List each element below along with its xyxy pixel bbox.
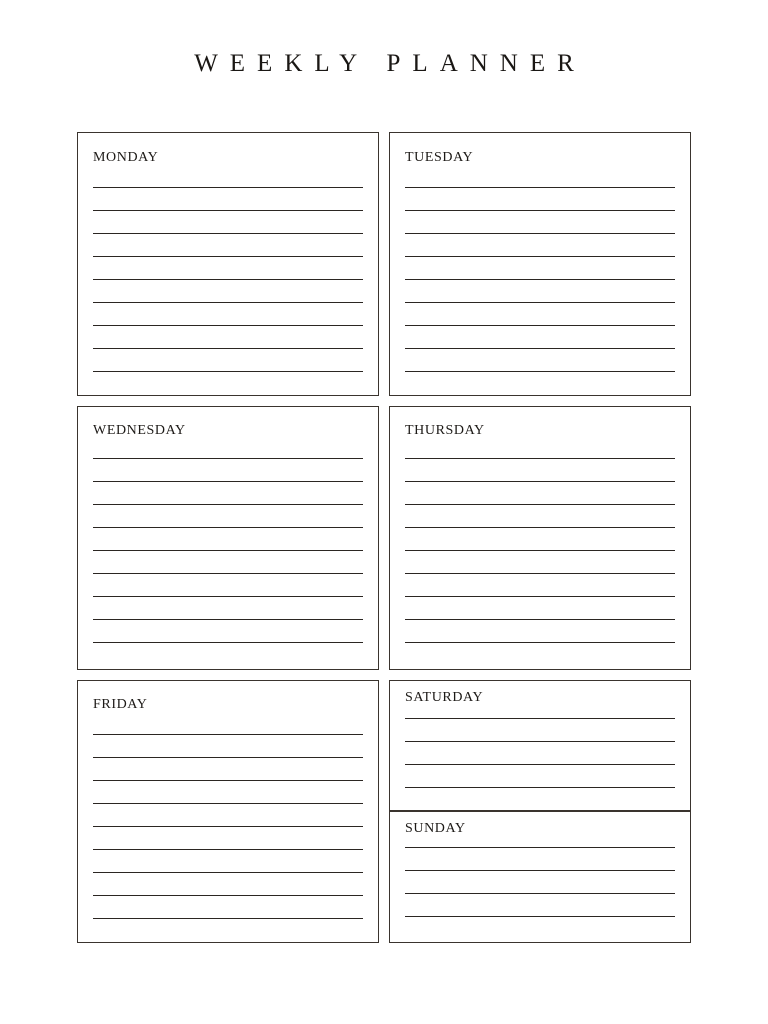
writing-line: [93, 187, 363, 188]
writing-line: [93, 872, 363, 873]
writing-line: [405, 741, 675, 742]
writing-line: [93, 619, 363, 620]
day-box-thursday: [389, 406, 691, 670]
writing-line: [405, 893, 675, 894]
writing-line: [405, 847, 675, 848]
writing-line: [93, 325, 363, 326]
writing-line: [405, 458, 675, 459]
writing-line: [93, 527, 363, 528]
day-label-tuesday: TUESDAY: [405, 150, 474, 165]
writing-line: [93, 302, 363, 303]
day-box-sunday: [389, 810, 691, 943]
day-box-monday: [77, 132, 379, 396]
writing-line: [93, 780, 363, 781]
writing-line: [405, 371, 675, 372]
page-title: WEEKLY PLANNER: [194, 50, 586, 77]
writing-line: [405, 916, 675, 917]
writing-line: [405, 279, 675, 280]
writing-line: [93, 504, 363, 505]
writing-line: [405, 302, 675, 303]
writing-line: [405, 596, 675, 597]
day-label-wednesday: WEDNESDAY: [93, 423, 186, 438]
writing-line: [93, 849, 363, 850]
day-label-monday: MONDAY: [93, 150, 159, 165]
writing-line: [93, 918, 363, 919]
writing-line: [93, 550, 363, 551]
writing-line: [405, 210, 675, 211]
writing-line: [93, 256, 363, 257]
writing-line: [93, 642, 363, 643]
writing-line: [93, 371, 363, 372]
writing-line: [405, 642, 675, 643]
day-label-thursday: THURSDAY: [405, 423, 485, 438]
day-box-tuesday: [389, 132, 691, 396]
writing-line: [405, 527, 675, 528]
writing-line: [93, 210, 363, 211]
writing-line: [93, 348, 363, 349]
day-box-friday: [77, 680, 379, 943]
writing-line: [93, 757, 363, 758]
writing-line: [93, 826, 363, 827]
writing-line: [405, 573, 675, 574]
day-label-sunday: SUNDAY: [405, 821, 466, 836]
writing-line: [93, 803, 363, 804]
writing-line: [405, 787, 675, 788]
writing-line: [93, 481, 363, 482]
writing-line: [93, 573, 363, 574]
writing-line: [405, 504, 675, 505]
writing-line: [93, 233, 363, 234]
writing-line: [93, 458, 363, 459]
day-box-saturday: [389, 680, 691, 812]
writing-line: [93, 279, 363, 280]
writing-line: [405, 256, 675, 257]
day-box-wednesday: [77, 406, 379, 670]
writing-line: [405, 481, 675, 482]
day-label-friday: FRIDAY: [93, 697, 148, 712]
day-label-saturday: SATURDAY: [405, 690, 484, 705]
writing-line: [93, 596, 363, 597]
writing-line: [405, 187, 675, 188]
writing-line: [93, 734, 363, 735]
writing-line: [405, 619, 675, 620]
writing-line: [405, 718, 675, 719]
writing-line: [405, 870, 675, 871]
writing-line: [405, 550, 675, 551]
writing-line: [405, 233, 675, 234]
writing-line: [405, 764, 675, 765]
writing-line: [405, 348, 675, 349]
writing-line: [405, 325, 675, 326]
writing-line: [93, 895, 363, 896]
